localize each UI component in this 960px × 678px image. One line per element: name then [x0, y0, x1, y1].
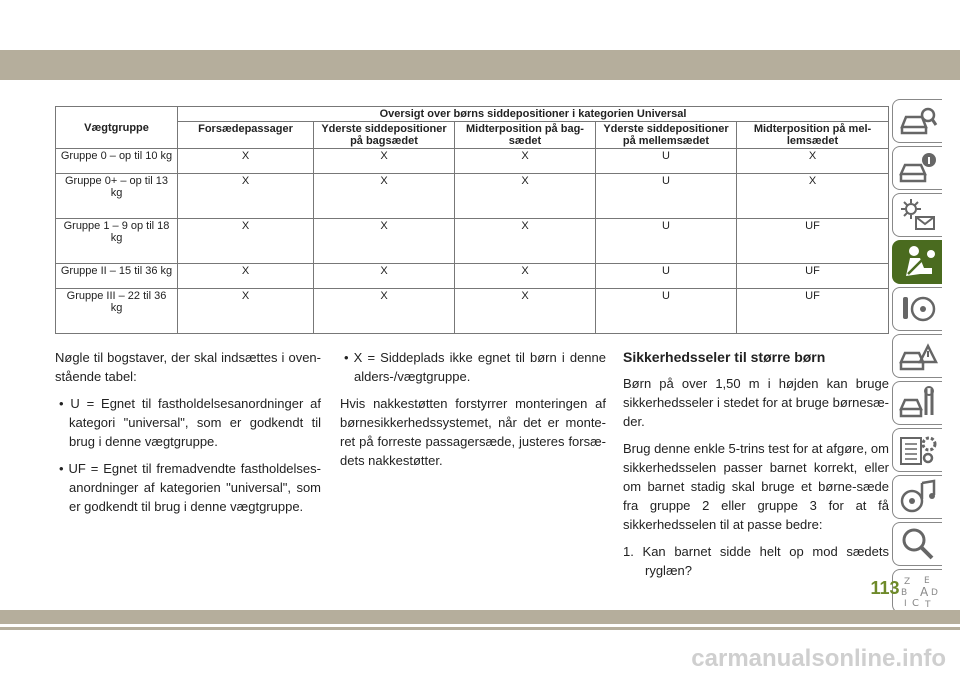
- table-cell: X: [314, 289, 455, 334]
- header-mid-middle: Midterposition på mel-lemsædet: [737, 122, 889, 149]
- key-bullet-uf: • UF = Egnet til fremadvendte fastholdelses-anordninger af kategorien "universal", som er godkendt til brug i denne vægtgruppe.: [59, 461, 321, 514]
- tab-maintenance[interactable]: [892, 381, 942, 425]
- specs-gears-icon: [898, 432, 938, 468]
- svg-text:B: B: [900, 588, 907, 598]
- tab-car-info[interactable]: [892, 146, 942, 190]
- seatbelt-passenger-icon: [898, 244, 938, 280]
- header-rear-middle: Midterposition på bag-sædet: [455, 122, 596, 149]
- svg-text:C: C: [911, 598, 919, 609]
- table-cell: X: [314, 149, 455, 174]
- table-cell: U: [596, 289, 737, 334]
- table-row: [56, 264, 889, 289]
- page-number: 113: [870, 578, 900, 598]
- headrest-paragraph: Hvis nakkestøtten forstyrrer monteringen af børnesikkerhedssystemet, når det er monte-ret på forreste passagersæde, justeres forsæ-dets nakkestøtter.: [340, 396, 606, 468]
- svg-text:E: E: [923, 576, 930, 586]
- group-header: Oversigt over børns siddepositioner i kategorien Universal: [178, 107, 889, 122]
- row-group-label: Gruppe 0 – op til 10 kg: [56, 149, 178, 174]
- table-cell: X: [178, 264, 314, 289]
- table-cell: X: [314, 219, 455, 264]
- section-heading: Sikkerhedsseler til større børn: [623, 349, 826, 365]
- table-cell: X: [314, 174, 455, 219]
- column-middle: [340, 348, 606, 478]
- table-cell: X: [314, 264, 455, 289]
- table-cell: UF: [737, 264, 889, 289]
- footer-watermark: carmanualsonline.info: [691, 645, 946, 672]
- svg-text:Z: Z: [903, 577, 910, 587]
- key-steering-wheel-icon: [898, 291, 938, 327]
- table-cell: X: [455, 264, 596, 289]
- warning-light-envelope-icon: [898, 197, 938, 233]
- search-icon: [898, 526, 938, 562]
- tab-starting-driving[interactable]: [892, 287, 942, 331]
- column-left: [55, 348, 321, 524]
- bottom-band: [0, 610, 960, 624]
- table-cell: X: [178, 289, 314, 334]
- table-cell: X: [178, 149, 314, 174]
- tab-car-overview[interactable]: [892, 99, 942, 143]
- multimedia-music-icon: [898, 479, 938, 515]
- table-cell: U: [596, 149, 737, 174]
- table-cell: U: [596, 174, 737, 219]
- car-warning-triangle-icon: [898, 338, 938, 374]
- test-step-1: 1. Kan barnet sidde helt op mod sædets ryglæn?: [623, 544, 889, 578]
- tab-safety[interactable]: [892, 240, 942, 284]
- tab-multimedia[interactable]: [892, 475, 942, 519]
- table-cell: UF: [737, 219, 889, 264]
- table-cell: U: [596, 264, 737, 289]
- table-cell: U: [596, 219, 737, 264]
- car-info-icon: [898, 150, 938, 186]
- row-group-label: Gruppe 1 – 9 op til 18 kg: [56, 219, 178, 264]
- row-group-label: Gruppe II – 15 til 36 kg: [56, 264, 178, 289]
- table-cell: X: [178, 219, 314, 264]
- car-magnifier-icon: [898, 103, 938, 139]
- table-row: [56, 289, 889, 334]
- header-rear-outer: Yderste siddepositioner på bagsædet: [314, 122, 455, 149]
- table-row: [56, 174, 889, 219]
- svg-text:T: T: [924, 600, 930, 609]
- chapter-tabs: [891, 99, 960, 616]
- header-mid-outer: Yderste siddepositioner på mellemsædet: [596, 122, 737, 149]
- table-cell: X: [737, 149, 889, 174]
- table-row: [56, 219, 889, 264]
- tab-emergency[interactable]: [892, 334, 942, 378]
- header-front-passenger: Forsædepassager: [178, 122, 314, 149]
- key-bullet-u: • U = Egnet til fastholdelsesanordninger af kategori "universal", som er godkendt til brug i denne vægtgruppe.: [59, 396, 321, 449]
- table-cell: X: [455, 219, 596, 264]
- svg-text:I: I: [903, 599, 907, 609]
- seatbelt-paragraph-1: Børn på over 1,50 m i højden kan bruge sikkerhedsseler i stedet for at bruge børnesæ-der.: [623, 376, 889, 429]
- table-cell: UF: [737, 289, 889, 334]
- table-cell: X: [455, 174, 596, 219]
- seat-position-table: [55, 106, 889, 334]
- row-group-label: Gruppe III – 22 til 36 kg: [56, 289, 178, 334]
- table-row: [56, 149, 889, 174]
- weight-group-header: Vægtgruppe: [56, 107, 178, 149]
- row-group-label: Gruppe 0+ – op til 13 kg: [56, 174, 178, 219]
- table-cell: X: [737, 174, 889, 219]
- seatbelt-paragraph-2: Brug denne enkle 5-trins test for at afgøre, om sikkerhedsselen passer barnet korrekt, eller om barnet stadig skal bruge et børne-sæde fra gruppe 2 eller gruppe 3 for at få sikkerhedsselen til at passe bedre:: [623, 441, 889, 532]
- table-cell: X: [178, 174, 314, 219]
- tab-warning-lights[interactable]: [892, 193, 942, 237]
- table-cell: X: [455, 149, 596, 174]
- column-right: [623, 348, 889, 588]
- tab-technical-specs[interactable]: [892, 428, 942, 472]
- car-tools-icon: [898, 385, 938, 421]
- key-intro: Nøgle til bogstaver, der skal indsættes i oven-stående tabel:: [55, 350, 321, 384]
- tab-customer-assistance[interactable]: [892, 522, 942, 566]
- bottom-line: [0, 627, 960, 630]
- key-bullet-x: • X = Siddeplads ikke egnet til børn i denne alders-/vægtgruppe.: [344, 350, 606, 384]
- svg-text:D: D: [930, 588, 938, 598]
- table-cell: X: [455, 289, 596, 334]
- top-band: [0, 50, 960, 80]
- svg-text:A: A: [919, 585, 928, 599]
